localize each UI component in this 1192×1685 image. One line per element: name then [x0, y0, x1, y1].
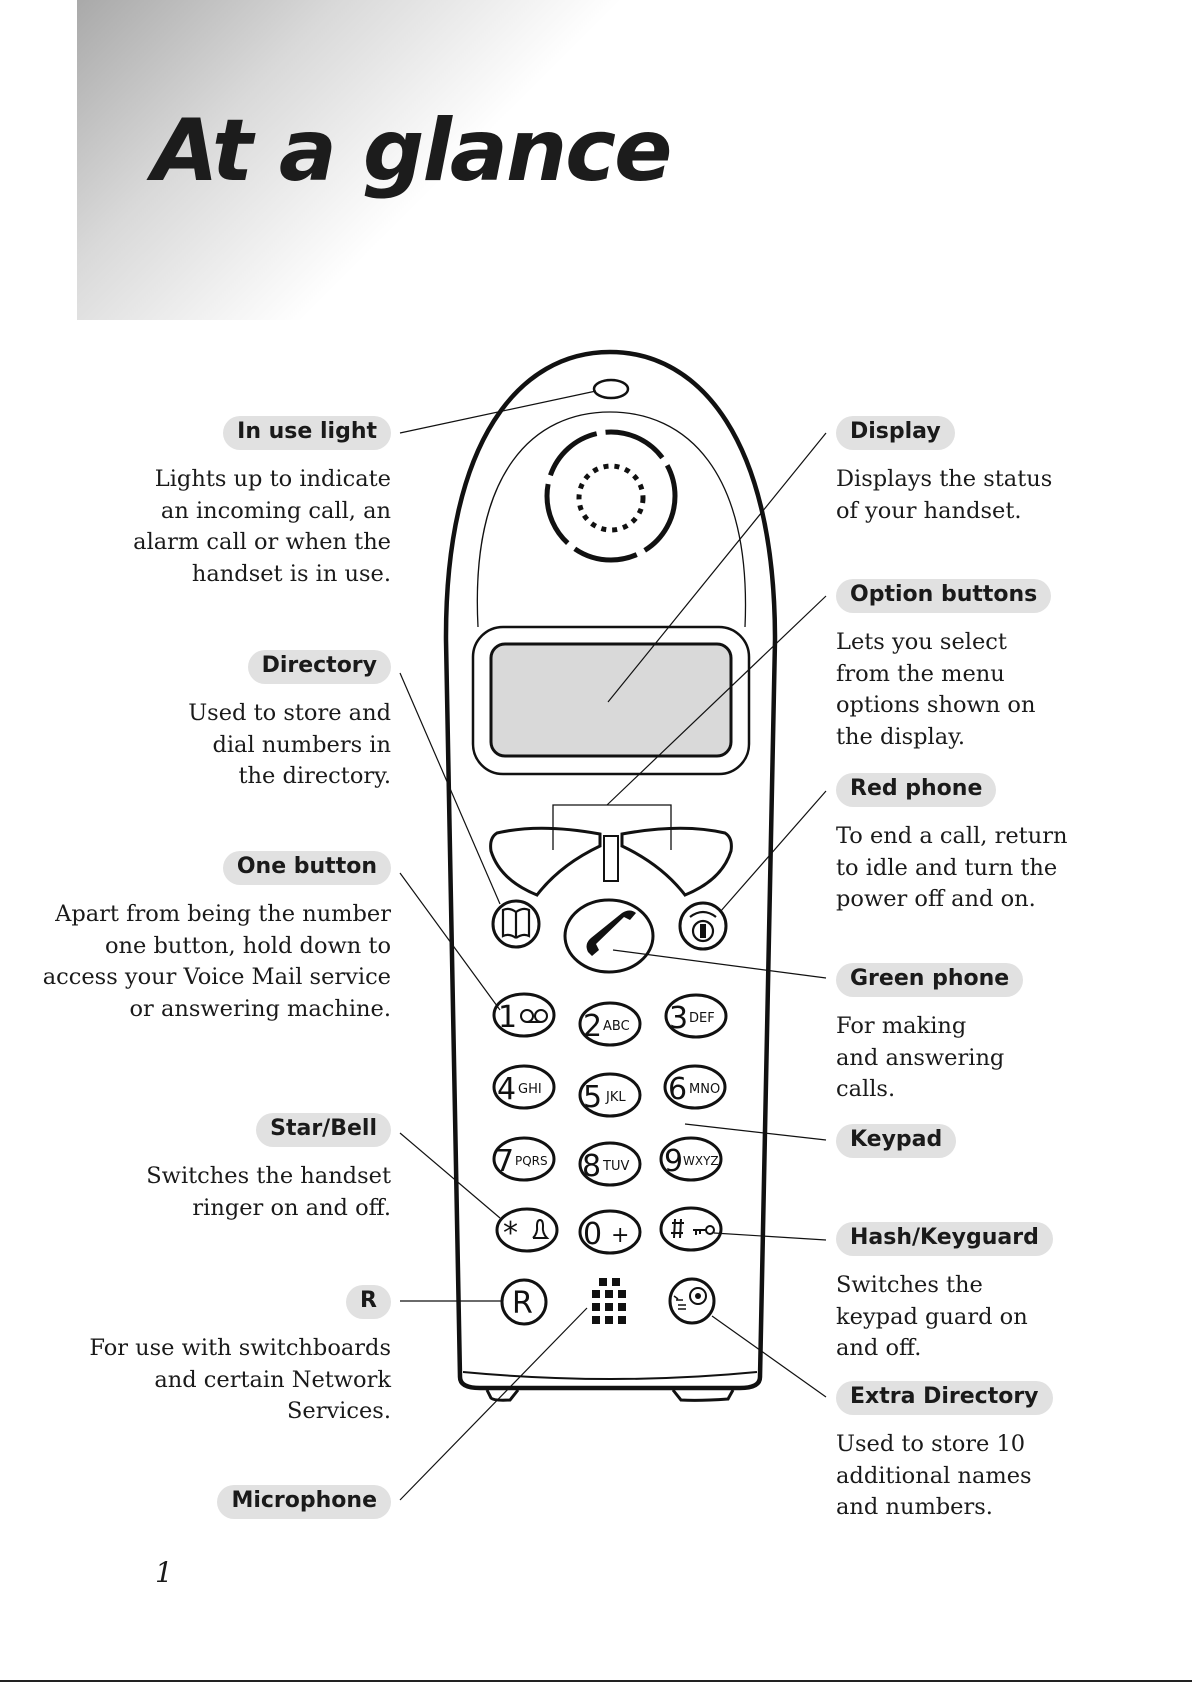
- callout-star-bell: [91, 1113, 391, 1224]
- option-divider: [604, 836, 618, 881]
- key-5-letters: JKL: [606, 1090, 626, 1105]
- earpiece-speaker: [547, 432, 675, 560]
- key-9-letters: WXYZ: [683, 1154, 719, 1168]
- display-screen: [491, 644, 731, 756]
- display-label: Display: [836, 416, 955, 450]
- key-2-digit: 2: [583, 1009, 603, 1044]
- green-phone-button[interactable]: [565, 900, 653, 972]
- key-r[interactable]: [502, 1280, 546, 1324]
- page-title: At a glance: [152, 101, 671, 201]
- key-4[interactable]: [494, 1066, 554, 1108]
- key-6[interactable]: [665, 1066, 725, 1108]
- one-button-desc: Apart from being the number one button, hold down to access your Voice Mail service or answering machine.: [42, 901, 391, 1022]
- handset-foot-right: [673, 1390, 733, 1400]
- earpiece-holes: [579, 466, 643, 530]
- key-8-digit: 8: [582, 1149, 602, 1184]
- extra-directory-icon: [674, 1296, 686, 1309]
- red-phone-icon: [690, 912, 716, 917]
- hash-keyguard-label: Hash/Keyguard: [836, 1222, 1053, 1256]
- key-7-digit: 7: [495, 1144, 515, 1179]
- microphone-grille: [592, 1278, 626, 1324]
- callout-option-buttons: [836, 579, 1136, 753]
- red-phone-button[interactable]: [680, 903, 726, 949]
- callout-green-phone: [836, 963, 1136, 1106]
- key-8-letters: TUV: [603, 1159, 630, 1174]
- handset-inner-curve: [477, 412, 745, 627]
- key-9[interactable]: [661, 1138, 721, 1180]
- key-3-digit: 3: [669, 1001, 689, 1036]
- microphone-label: Microphone: [217, 1485, 391, 1519]
- red-phone-desc: To end a call, return to idle and turn the power off and on.: [836, 823, 1068, 912]
- red-phone-label: Red phone: [836, 773, 996, 807]
- callout-in-use-light: [91, 416, 391, 590]
- in-use-light-label: In use light: [223, 416, 391, 450]
- bell-icon: [533, 1220, 547, 1238]
- key-6-letters: MNO: [689, 1082, 721, 1097]
- directory-button[interactable]: [493, 901, 539, 947]
- key-star-bell[interactable]: [497, 1209, 557, 1251]
- key-6-digit: 6: [668, 1072, 688, 1107]
- star-bell-label: Star/Bell: [256, 1113, 391, 1147]
- voicemail-icon: [521, 1010, 547, 1022]
- option-buttons-label: Option buttons: [836, 579, 1051, 613]
- in-use-light-desc: Lights up to indicate an incoming call, an alarm call or when the handset is in use.: [133, 466, 391, 587]
- hash-keyguard-desc: Switches the keypad guard on and off.: [836, 1272, 1028, 1361]
- one-button-label: One button: [223, 851, 391, 885]
- key-0-digit: 0: [583, 1217, 603, 1252]
- callout-r: [91, 1285, 391, 1428]
- green-phone-icon: [587, 911, 636, 957]
- key-4-letters: GHI: [518, 1082, 542, 1097]
- green-phone-label: Green phone: [836, 963, 1023, 997]
- display-desc: Displays the status of your handset.: [836, 466, 1053, 524]
- green-phone-desc: For making and answering calls.: [836, 1013, 1005, 1102]
- extra-directory-desc: Used to store 10 additional names and numbers.: [836, 1431, 1032, 1520]
- directory-desc: Used to store and dial numbers in the directory.: [188, 700, 391, 789]
- key-1[interactable]: [494, 994, 554, 1036]
- book-icon: [503, 909, 529, 938]
- key-4-digit: 4: [497, 1072, 517, 1107]
- right-option-button: [622, 828, 731, 895]
- key-2[interactable]: [580, 1003, 640, 1045]
- in-use-light: [594, 380, 628, 398]
- hash-icon: [671, 1219, 684, 1238]
- handset-base-ridge: [463, 1372, 757, 1379]
- page-number: 1: [155, 1556, 173, 1589]
- key-7-letters: PQRS: [515, 1154, 548, 1168]
- key-8[interactable]: [580, 1143, 640, 1185]
- key-0-letters: +: [611, 1223, 630, 1248]
- option-bracket: [553, 805, 671, 850]
- key-3[interactable]: [666, 995, 726, 1037]
- r-desc: For use with switchboards and certain Network Services.: [89, 1335, 391, 1424]
- directory-label: Directory: [248, 650, 391, 684]
- key-3-letters: DEF: [689, 1011, 715, 1026]
- bottom-rule: [0, 1680, 1192, 1682]
- callout-one-button: [42, 851, 391, 1025]
- key-2-letters: ABC: [603, 1019, 630, 1034]
- key-0[interactable]: [580, 1211, 640, 1253]
- callout-directory: [91, 650, 391, 793]
- keypad: [494, 994, 726, 1324]
- callout-red-phone: [836, 773, 1136, 916]
- key-r-label: R: [512, 1286, 533, 1321]
- keypad-label: Keypad: [836, 1124, 956, 1158]
- key-icon: [693, 1230, 706, 1235]
- key-5[interactable]: [580, 1074, 640, 1116]
- key-9-digit: 9: [664, 1144, 684, 1179]
- star-icon: *: [503, 1216, 518, 1251]
- callout-microphone: [91, 1485, 391, 1519]
- key-hash-keyguard[interactable]: [661, 1208, 721, 1250]
- key-1-digit: 1: [498, 1000, 518, 1035]
- extra-directory-button[interactable]: [670, 1279, 714, 1323]
- callout-display: [836, 416, 1136, 527]
- callout-hash-keyguard: [836, 1222, 1136, 1365]
- star-bell-desc: Switches the handset ringer on and off.: [146, 1163, 391, 1221]
- extra-directory-label: Extra Directory: [836, 1381, 1053, 1415]
- callout-extra-directory: [836, 1381, 1136, 1524]
- left-option-button: [491, 828, 600, 895]
- option-buttons-desc: Lets you select from the menu options shown on the display.: [836, 629, 1036, 750]
- r-label: R: [346, 1285, 391, 1319]
- key-7[interactable]: [494, 1138, 554, 1180]
- callout-keypad: [836, 1124, 1136, 1158]
- key-5-digit: 5: [583, 1080, 603, 1115]
